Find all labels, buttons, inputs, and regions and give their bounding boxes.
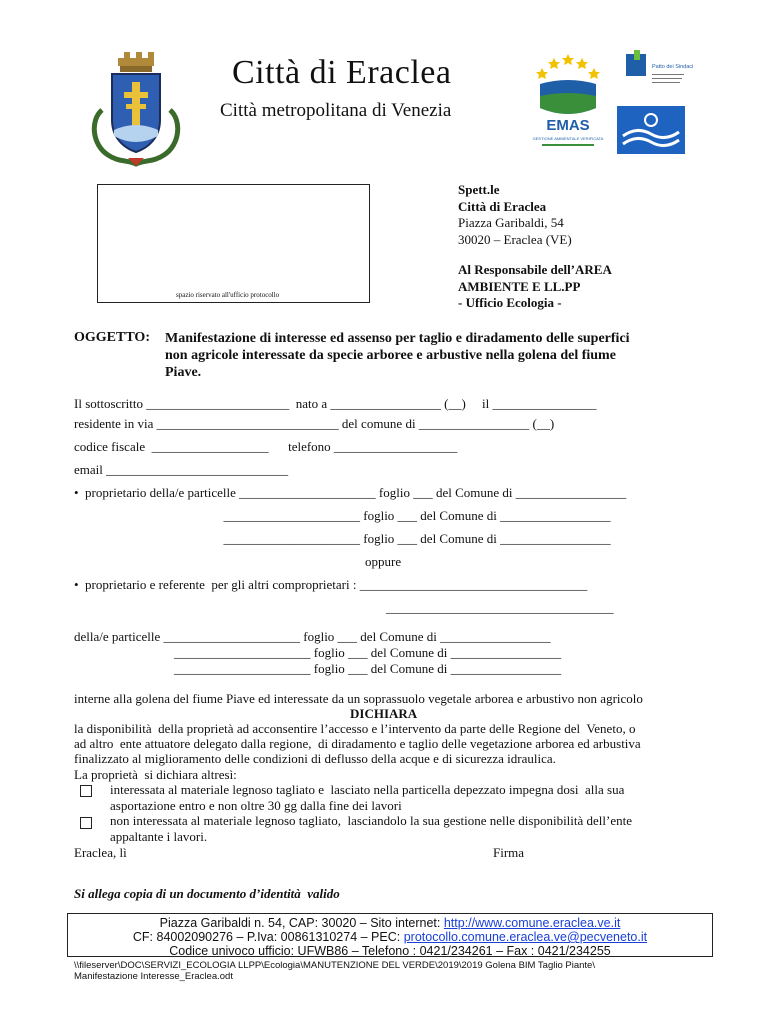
- form-or-label: oppure: [365, 554, 402, 569]
- option-interested-line-1: interessata al materiale legnoso tagliato e lasciato nella particella depezzato impegna dosi alla sua: [110, 782, 625, 797]
- file-path-line-1: \\fileserver\DOC\SERVIZI_ECOLOGIA LLPP\Ecologia\MANUTENZIONE DEL VERDE\2019\2019 Golena BIM Taglio Piante\: [74, 960, 595, 971]
- pec-email-link[interactable]: protocollo.comune.eraclea.ve@pecveneto.it: [403, 930, 648, 944]
- form-line-referent[interactable]: • proprietario e referente per gli altri comproprietari : ___________________________________: [74, 577, 588, 592]
- attachment-note: Si allega copia di un documento d’identità valido: [74, 886, 340, 901]
- declaration-p4: La proprietà si dichiara altresì:: [74, 767, 237, 782]
- protocol-reserved-box: [97, 184, 370, 303]
- signature-label: Firma: [493, 845, 525, 860]
- website-link[interactable]: http://www.comune.eraclea.ve.it: [443, 916, 621, 930]
- footer-contact-box: [67, 913, 713, 957]
- declaration-heading: DICHIARA: [350, 706, 418, 721]
- form-line-tax-code[interactable]: codice fiscale __________________ telefono ___________________: [74, 439, 458, 454]
- svg-text:EMAS: EMAS: [546, 117, 590, 134]
- svg-text:Patto dei Sindaci: Patto dei Sindaci: [652, 64, 694, 70]
- addressee-area-name: AMBIENTE E LL.PP: [458, 278, 581, 294]
- addressee-block: [458, 182, 612, 312]
- place-date-label: Eraclea, lì: [74, 845, 127, 860]
- page-title: Città di Eraclea: [232, 54, 452, 91]
- page-subtitle: Città metropolitana di Venezia: [220, 100, 452, 121]
- addressee-city: Città di Eraclea: [458, 198, 547, 214]
- option-not-interested-line-2: appaltante i lavori.: [110, 829, 208, 844]
- form-line-parcels-b[interactable]: _____________________ foglio ___ del Comune di _________________: [174, 645, 562, 660]
- addressee-salutation: Spett.le: [458, 182, 500, 197]
- blue-flag-logo: [617, 106, 685, 154]
- protocol-box-label: spazio riservato all'ufficio protocollo: [176, 291, 280, 299]
- subject-line-1: Manifestazione di interesse ed assenso per taglio e diradamento delle superfici: [165, 331, 630, 346]
- footer-line-2: CF: 84002090276 – P.Iva: 00861310274 – PEC: protocollo.comune.eraclea.ve@pecveneto.it: [132, 930, 648, 944]
- coat-of-arms-logo: [88, 50, 184, 168]
- form-line-parcel-2[interactable]: _____________________ foglio ___ del Comune di _________________: [74, 508, 611, 523]
- option-not-interested-checkbox[interactable]: [80, 817, 92, 829]
- form-line-parcel-1[interactable]: • proprietario della/e particelle _____________________ foglio ___ del Comune di _________________: [74, 485, 627, 500]
- addressee-street: Piazza Garibaldi, 54: [458, 215, 564, 230]
- form-line-referent-2[interactable]: ___________________________________: [386, 600, 614, 615]
- subject-text: [165, 330, 705, 381]
- form-line-residence[interactable]: residente in via ____________________________ del comune di _________________ (__): [74, 416, 555, 431]
- declaration-p3: finalizzato al miglioramento delle condizioni di deflusso della acque e di sicurezza idraulica.: [74, 751, 556, 766]
- addressee-zip: 30020 – Eraclea (VE): [458, 231, 572, 247]
- addressee-area: Al Responsabile dell’AREA: [458, 262, 612, 277]
- footer-line-3: Codice univoco ufficio: UFWB86 – Telefono : 0421/234261 – Fax : 0421/234255: [169, 944, 611, 958]
- form-line-name[interactable]: Il sottoscritto ______________________ nato a _________________ (__) il ________________: [74, 396, 597, 411]
- form-line-email[interactable]: email ____________________________: [74, 462, 289, 477]
- file-path-line-2: Manifestazione Interesse_Eraclea.odt: [74, 971, 233, 982]
- subject-label: OGGETTO:: [74, 330, 150, 345]
- svg-text:GESTIONE AMBIENTALE VERIFICATA: GESTIONE AMBIENTALE VERIFICATA: [532, 136, 604, 141]
- form-line-parcels-c[interactable]: _____________________ foglio ___ del Comune di _________________: [174, 661, 562, 676]
- emas-logo: [528, 50, 608, 160]
- footer-line-1: Piazza Garibaldi n. 54, CAP: 30020 – Sito internet: http://www.comune.eraclea.ve.it: [159, 916, 621, 930]
- option-not-interested-line-1: non interessata al materiale legnoso tagliato, lasciandolo la sua gestione nelle disponibilità dell’ente: [110, 813, 633, 828]
- declaration-intro: interne alla golena del fiume Piave ed interessate da un soprassuolo vegetale arborea e arbustivo non agricolo: [74, 691, 643, 706]
- option-interested-checkbox[interactable]: [80, 785, 92, 797]
- form-line-parcel-3[interactable]: _____________________ foglio ___ del Comune di _________________: [74, 531, 611, 546]
- declaration-p2: ad altro ente attuatore delegato dalla regione, di diradamento e taglio delle vegetazione arborea ed arbustiva: [74, 736, 641, 751]
- addressee-office: - Ufficio Ecologia -: [458, 295, 562, 310]
- subject-line-3: Piave.: [165, 365, 202, 380]
- subject-line-2: non agricole interessate da specie arboree e arbustive nella golena del fiume: [165, 348, 616, 363]
- option-interested-line-2: asportazione entro e non oltre 30 gg dalla fine dei lavori: [110, 798, 402, 813]
- declaration-p1: la disponibilità della proprietà ad acconsentire l’accesso e l’intervento da parte delle Regione del Veneto, o: [74, 721, 636, 736]
- patto-dei-sindaci-logo: [624, 48, 694, 94]
- file-path: [74, 960, 595, 982]
- form-line-parcels-a[interactable]: della/e particelle _____________________ foglio ___ del Comune di _________________: [74, 629, 551, 644]
